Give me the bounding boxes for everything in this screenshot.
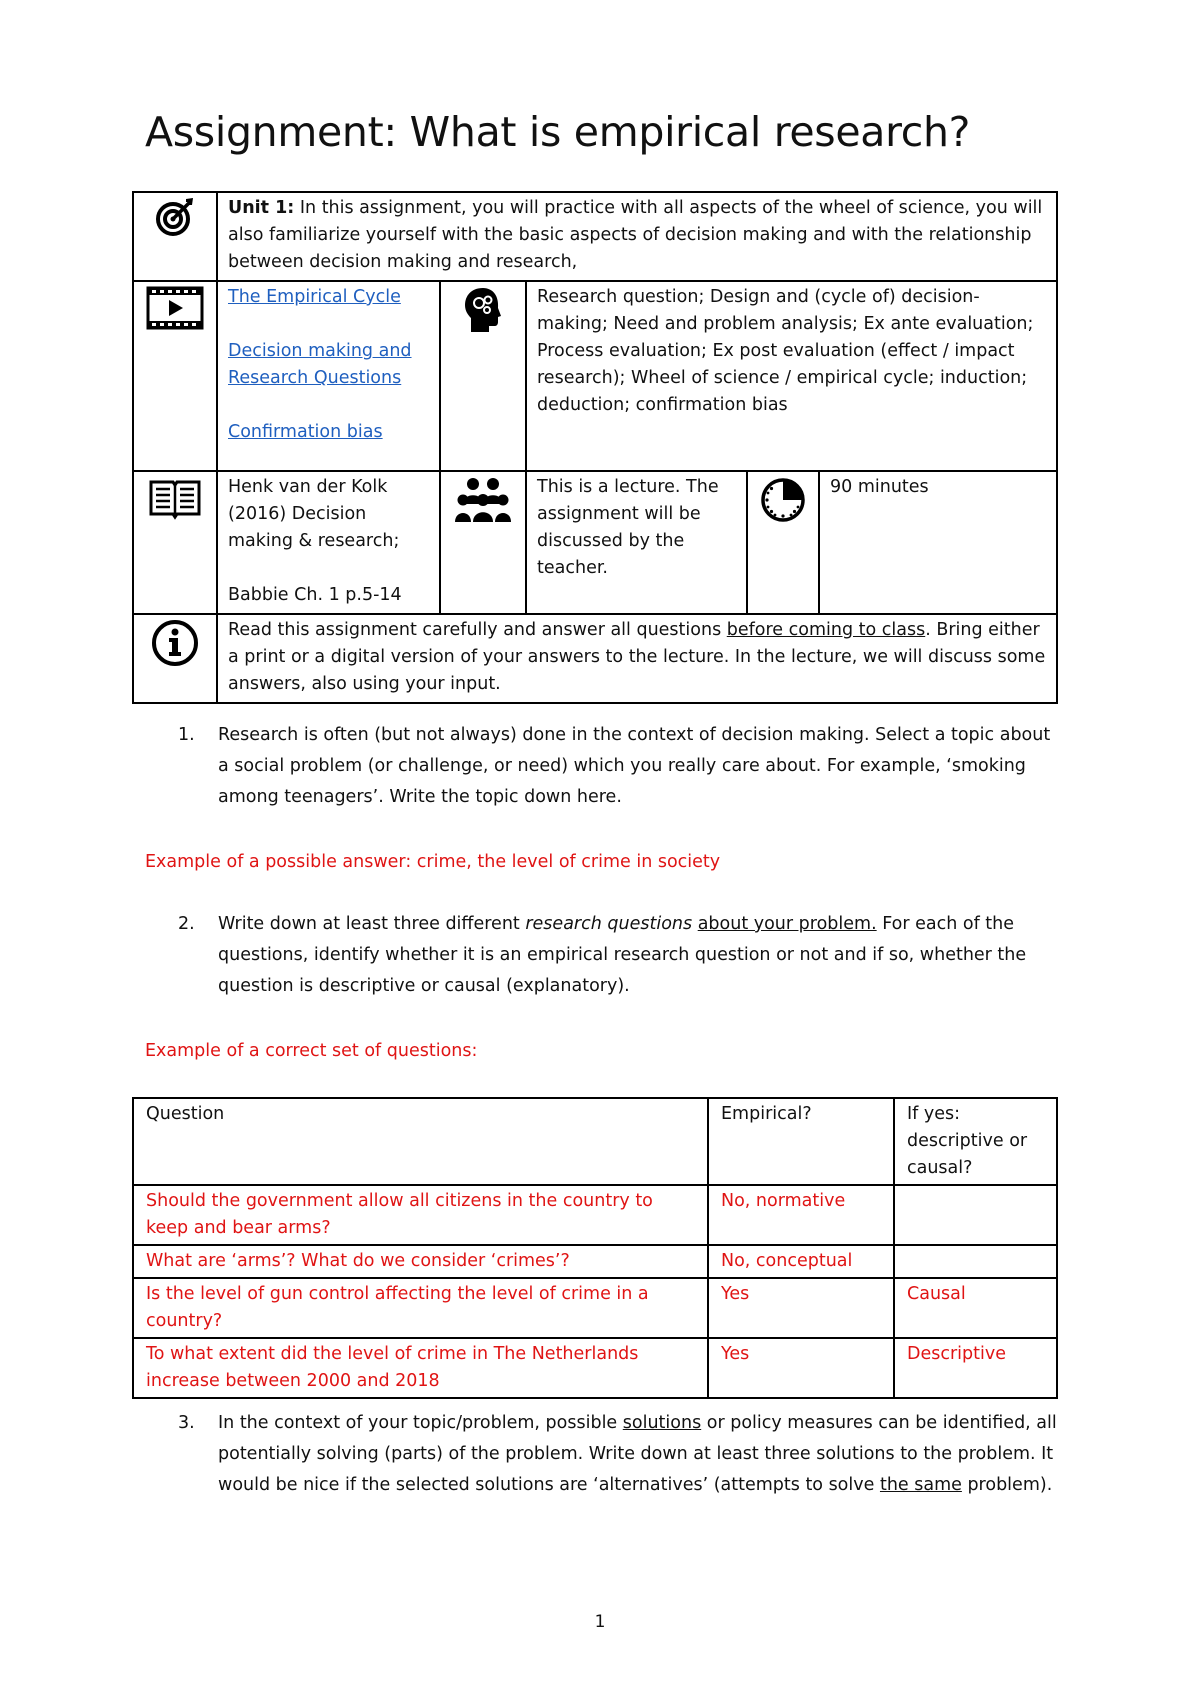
table-header: Empirical?: [708, 1098, 894, 1185]
links-cell: [217, 281, 440, 471]
question-3-number: 3.: [178, 1413, 195, 1433]
table-cell: No, conceptual: [708, 1245, 894, 1278]
link-decision-making[interactable]: Decision making and Research Questions: [228, 341, 412, 388]
link-empirical-cycle[interactable]: The Empirical Cycle: [228, 287, 401, 307]
questions-table: [132, 1097, 1058, 1399]
question-2: [178, 909, 1058, 1002]
table-row: [133, 1185, 1057, 1245]
instructions-post: . Bring either a print or a digital version of your answers to the lecture. In the lecture, we will discuss some answers, also using your input.: [228, 620, 1046, 694]
question-2-number: 2.: [178, 914, 195, 934]
literature-2: Babbie Ch. 1 p.5-14: [228, 585, 402, 605]
book-icon: [148, 476, 202, 520]
literature-cell: [217, 471, 440, 614]
question-2-pre: Write down at least three different: [218, 914, 526, 934]
table-header-row: [133, 1098, 1057, 1185]
table-cell: Causal: [894, 1278, 1057, 1338]
head-cell: [440, 281, 526, 471]
target-icon: [153, 197, 197, 237]
instructions-cell: [217, 614, 1057, 703]
table-cell: What are ‘arms’? What do we consider ‘crimes’?: [133, 1245, 708, 1278]
link-confirmation-bias[interactable]: Confirmation bias: [228, 422, 383, 442]
format-cell: This is a lecture. The assignment will be discussed by the teacher.: [526, 471, 747, 614]
details-row: [133, 471, 1057, 614]
group-icon: [455, 476, 511, 524]
question-3-pre: In the context of your topic/problem, possible: [218, 1413, 623, 1433]
table-row: [133, 1278, 1057, 1338]
table-cell: [894, 1245, 1057, 1278]
literature-1: Henk van der Kolk (2016) Decision making & research;: [228, 477, 400, 551]
clock-cell: [747, 471, 819, 614]
concepts-cell: Research question; Design and (cycle of) decision-making; Need and problem analysis; Ex ante evaluation; Process evaluation; Ex post evaluation (effect / impact research); Wheel of science / empirical cycle; induction; deduction; confirmation bias: [526, 281, 1057, 471]
unit-description: [217, 192, 1057, 281]
table-cell: To what extent did the level of crime in The Netherlands increase between 2000 and 2018: [133, 1338, 708, 1398]
instructions-pre: Read this assignment carefully and answer all questions: [228, 620, 727, 640]
question-2-post: For each of the questions, identify whether it is an empirical research question or not and if so, whether the question is descriptive or causal (explanatory).: [218, 914, 1027, 996]
question-3-post: problem).: [961, 1475, 1053, 1495]
media-row: [133, 281, 1057, 471]
video-icon: [146, 286, 204, 330]
instructions-emphasis: before coming to class: [726, 620, 926, 640]
head-gears-icon: [463, 286, 503, 334]
unit-label: Unit 1:: [228, 198, 295, 218]
table-cell: Descriptive: [894, 1338, 1057, 1398]
question-2-text: [218, 909, 1058, 1002]
table-cell: Yes: [708, 1278, 894, 1338]
info-icon: [151, 619, 199, 667]
unit-row: [133, 192, 1057, 281]
question-2-underline: about your problem.: [697, 914, 877, 934]
clock-icon: [759, 476, 807, 524]
question-3-underline-1: solutions: [622, 1413, 702, 1433]
table-cell: [894, 1185, 1057, 1245]
table-cell: Yes: [708, 1338, 894, 1398]
question-3: [178, 1408, 1058, 1501]
table-cell: No, normative: [708, 1185, 894, 1245]
video-cell: [133, 281, 217, 471]
unit-text: In this assignment, you will practice with all aspects of the wheel of science, you will also familiarize yourself with the basic aspects of decision making and with the relationship between decision making and research,: [228, 198, 1043, 272]
table-cell: Should the government allow all citizens in the country to keep and bear arms?: [133, 1185, 708, 1245]
answer-2: Example of a correct set of questions:: [145, 1041, 478, 1061]
question-1-text: Research is often (but not always) done in the context of decision making. Select a topic about a social problem (or challenge, or need) which you really care about. For example, ‘smoking among teenagers’. Write the topic down here.: [218, 725, 1051, 807]
instructions-row: [133, 614, 1057, 703]
answer-1: Example of a possible answer: crime, the level of crime in society: [145, 852, 721, 872]
target-cell: [133, 192, 217, 281]
question-1: [178, 720, 1058, 813]
book-cell: [133, 471, 217, 614]
group-cell: [440, 471, 526, 614]
info-cell: [133, 614, 217, 703]
page-title: Assignment: What is empirical research?: [145, 108, 971, 156]
question-1-number: 1.: [178, 725, 195, 745]
table-header: If yes: descriptive or causal?: [894, 1098, 1057, 1185]
page-number: 1: [594, 1612, 606, 1632]
assignment-info-table: [132, 191, 1058, 704]
question-3-mid: or policy measures can be identified, all potentially solving (parts) of the problem. Write down at least three solutions to the problem. It would be nice if the selected solutions are ‘alternatives’ (attempts to solve: [218, 1413, 1057, 1495]
table-header: Question: [133, 1098, 708, 1185]
question-3-underline-2: the same: [879, 1475, 962, 1495]
duration-cell: 90 minutes: [819, 471, 1057, 614]
table-cell: Is the level of gun control affecting the level of crime in a country?: [133, 1278, 708, 1338]
question-2-italic: research questions: [525, 914, 693, 934]
table-row: [133, 1245, 1057, 1278]
table-row: [133, 1338, 1057, 1398]
question-3-text: [218, 1408, 1058, 1501]
